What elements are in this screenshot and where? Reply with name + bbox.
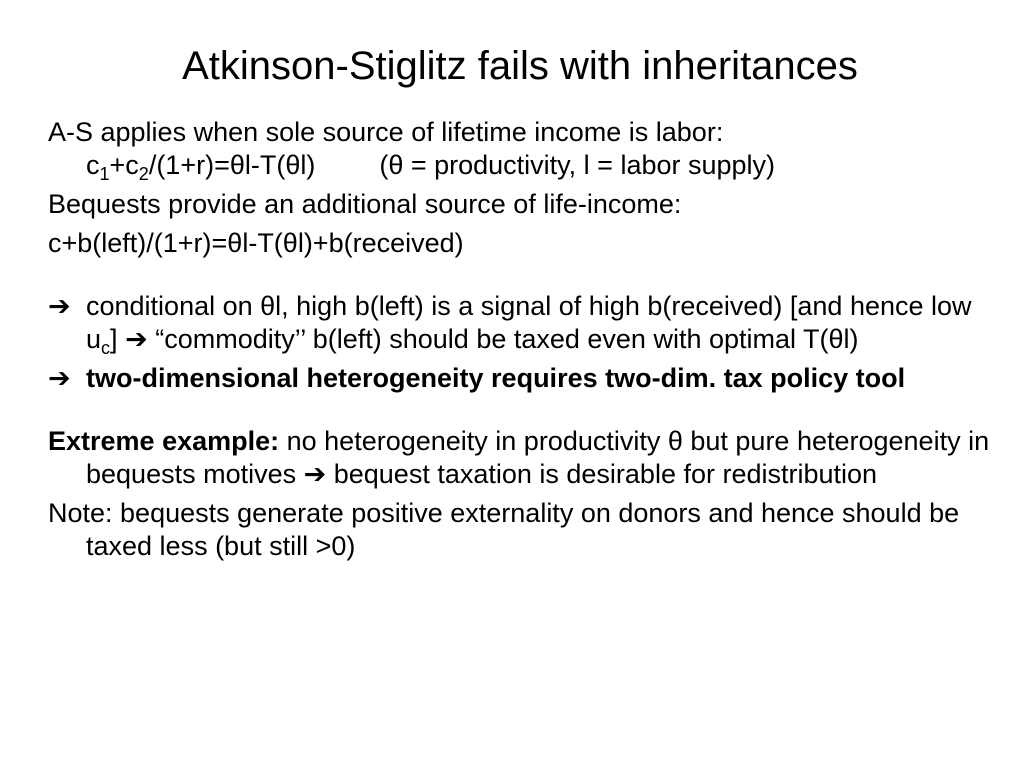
extreme-example-label: Extreme example: [48,426,280,456]
budget-eq-sub-2: 2 [138,164,149,184]
bullet-signal-part2: ] [110,324,118,354]
paragraph-as-applies [48,116,998,182]
spacer [48,395,998,425]
bullet-two-dim-text: two-dimensional heterogeneity requires two-dim. tax policy tool [86,363,906,393]
extreme-example-part2: bequest taxation is desirable for redistribution [326,459,878,489]
budget-eq-rest: /(1+r)=θl-T(θl) [148,150,316,180]
budget-eq-c: c [86,150,100,180]
paragraph-extreme-example [48,425,998,491]
right-arrow-icon: ➔ [125,324,148,354]
paragraph-note: Note: bequests generate positive externality on donors and hence should be taxed less (but still >0) [48,498,960,561]
slide-title: Atkinson-Stiglitz fails with inheritances [182,44,858,88]
right-arrow-icon: ➔ [303,459,327,489]
slide-body [48,116,998,563]
budget-eq-plus-c: +c [109,150,139,180]
extreme-example-part1: no heterogeneity in productivity θ but pure heterogeneity in bequests motives [86,426,990,489]
paragraph-bequests: Bequests provide an additional source of life-income: [48,189,682,219]
bullet-signal-sub: c [101,338,111,358]
budget-eq-note: (θ = productivity, l = labor supply) [379,150,776,180]
bullet-signal-part3: “commodity’’ b(left) should be taxed even with optimal T(θl) [155,324,859,354]
budget-eq-sub-1: 1 [99,164,110,184]
as-applies-text: A-S applies when sole source of lifetime income is labor: [48,117,724,147]
bullet-signal-part1: conditional on θl, high b(left) is a signal of high b(received) [and hence low u [86,291,972,354]
spacer [48,260,998,290]
bullet-two-dim [48,362,998,395]
right-arrow-icon: ➔ [48,363,71,393]
bullet-signal [48,290,998,356]
right-arrow-icon: ➔ [48,291,71,321]
equation-with-bequests: c+b(left)/(1+r)=θl-T(θl)+b(received) [48,228,464,258]
